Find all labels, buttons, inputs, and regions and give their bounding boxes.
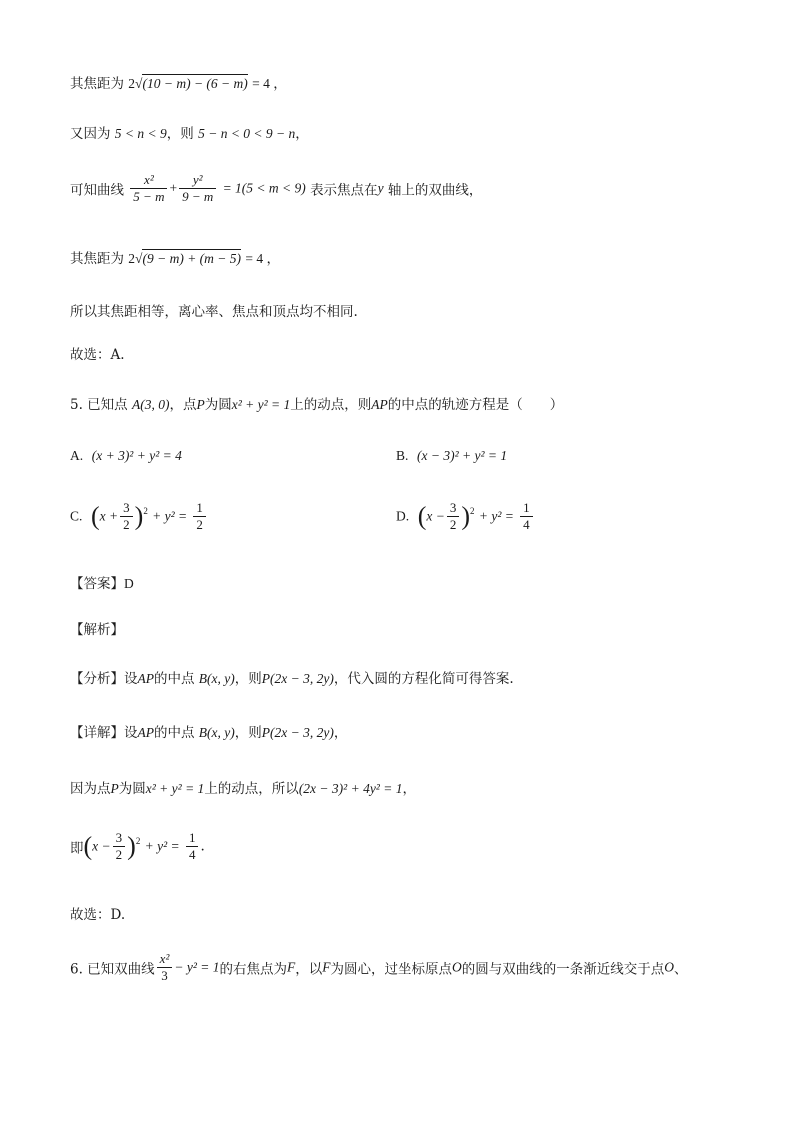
text: 6. 已知双曲线 xyxy=(70,961,155,978)
math: 2 xyxy=(128,251,136,266)
conclusion-line: 所以其焦距相等，离心率、焦点和顶点均不相同. xyxy=(70,304,358,320)
option-label: D. xyxy=(396,508,410,524)
math: = 1(5 < m < 9) xyxy=(222,180,306,196)
text: ，点 xyxy=(169,397,197,413)
text: 上的动点，所以 xyxy=(204,781,299,797)
text: 的圆与双曲线的一条渐近线交于点 xyxy=(461,961,665,978)
exponent: 2 xyxy=(135,836,141,846)
numerator: 3 xyxy=(113,830,126,847)
math: x + xyxy=(99,508,119,524)
paren: ) xyxy=(134,501,144,531)
text: ， xyxy=(402,781,416,797)
text: 为圆 xyxy=(118,781,146,797)
math: P(2x − 3, 2y) xyxy=(261,671,334,686)
math: AP xyxy=(137,671,154,686)
fraction xyxy=(130,172,167,205)
text: ， xyxy=(333,725,348,741)
math: 5 < n < 9 xyxy=(114,126,167,141)
math: P xyxy=(196,397,205,412)
text: 为圆 xyxy=(204,397,232,413)
text: ，则 xyxy=(234,671,262,687)
math: = 4 ， xyxy=(245,251,280,266)
question-5 xyxy=(70,393,563,413)
math: + y² = xyxy=(478,508,514,524)
math: (10 − m) − (6 − m) xyxy=(142,76,248,91)
condition-line xyxy=(70,122,309,142)
option-math: (x − 3)² + y² = 1 xyxy=(416,448,508,463)
text: ，则 xyxy=(234,725,262,741)
section-tag: 【分析】 xyxy=(70,671,124,687)
math: x − xyxy=(426,508,445,524)
numerator: 1 xyxy=(520,500,533,517)
analysis-heading: 【解析】 xyxy=(70,622,124,638)
text: ，则 xyxy=(166,126,194,142)
text: 、 xyxy=(673,961,688,978)
fraction xyxy=(157,951,173,984)
text: 的右焦点为 xyxy=(219,961,287,978)
math: O xyxy=(664,959,674,975)
denominator: 5 − m xyxy=(133,189,165,204)
denominator: 9 − m xyxy=(182,189,214,204)
option-d[interactable] xyxy=(396,500,535,533)
paren: ) xyxy=(461,501,471,531)
fraction xyxy=(186,830,199,863)
text: 因为点 xyxy=(70,781,111,797)
text: . xyxy=(200,838,205,855)
math: (2x − 3)² + 4y² = 1 xyxy=(298,781,403,796)
answer-tag: 【答案】 xyxy=(70,576,124,592)
denominator: 2 xyxy=(115,847,123,862)
math: AP xyxy=(371,397,388,412)
numerator: 1 xyxy=(186,830,199,847)
focal-distance-line-2 xyxy=(70,247,280,267)
exponent: 2 xyxy=(143,506,148,516)
math: 5 − n < 0 < 9 − n xyxy=(198,126,296,141)
math: P(2x − 3, 2y) xyxy=(261,725,334,740)
math: F xyxy=(286,959,296,975)
paren: ) xyxy=(127,831,136,861)
text: 即 xyxy=(70,840,84,857)
denominator: 4 xyxy=(188,847,196,862)
math: P xyxy=(110,781,119,796)
text: 表示焦点在 xyxy=(310,182,378,199)
numerator: 3 xyxy=(120,500,133,517)
curve-line xyxy=(70,172,482,205)
text: ，代入圆的方程化简可得答案. xyxy=(333,671,514,687)
text: ，以 xyxy=(295,961,323,978)
math: x − xyxy=(92,838,111,854)
text: 设 xyxy=(124,671,138,687)
fraction xyxy=(520,500,533,533)
math: 2 xyxy=(128,76,136,91)
math: O xyxy=(451,959,462,975)
math: x² + y² = 1 xyxy=(145,781,205,796)
denominator: 3 xyxy=(161,968,168,983)
text: 设 xyxy=(124,725,138,741)
denominator: 4 xyxy=(523,517,530,532)
option-label: B. xyxy=(396,448,409,463)
fraction xyxy=(193,500,206,533)
math: y xyxy=(377,180,384,196)
numerator: x² xyxy=(130,172,167,189)
denominator: 2 xyxy=(123,517,130,532)
fraction xyxy=(179,172,216,205)
fraction xyxy=(120,500,133,533)
reasoning-line xyxy=(70,777,416,797)
analysis-summary xyxy=(70,667,514,687)
numerator: x² xyxy=(157,951,173,968)
paren: ( xyxy=(90,501,100,531)
math: B(x, y) xyxy=(198,671,235,686)
plus: + xyxy=(169,180,178,196)
text: 轴上的双曲线， xyxy=(387,182,483,199)
option-math: (x + 3)² + y² = 4 xyxy=(91,448,182,463)
paren: ( xyxy=(83,831,93,861)
result-line xyxy=(70,830,205,863)
numerator: 3 xyxy=(447,500,460,517)
math: + y² = xyxy=(144,838,180,854)
numerator: y² xyxy=(179,172,216,189)
paren: ( xyxy=(417,501,427,531)
text: 的中点 xyxy=(154,671,195,687)
text: 的中点的轨迹方程是（ ） xyxy=(387,397,564,413)
text: ， xyxy=(295,126,309,142)
fraction xyxy=(113,830,126,863)
text: 的中点 xyxy=(154,725,195,741)
text: 其焦距为 xyxy=(70,76,124,92)
text: 其焦距为 xyxy=(70,251,124,267)
math: − y² = 1 xyxy=(174,959,220,975)
option-label: A. xyxy=(70,448,84,463)
math: + y² = xyxy=(152,508,188,524)
numerator: 1 xyxy=(193,500,206,517)
option-label: C. xyxy=(70,508,83,524)
detailed-solution xyxy=(70,721,347,741)
text: 为圆心，过坐标原点 xyxy=(330,961,452,978)
math: AP xyxy=(137,725,154,740)
math: B(x, y) xyxy=(198,725,235,740)
denominator: 2 xyxy=(449,517,457,532)
exponent: 2 xyxy=(470,506,475,516)
text: 又因为 xyxy=(70,126,111,142)
math: F xyxy=(322,959,331,975)
sqrt-sign: √ xyxy=(135,76,143,91)
sqrt-sign: √ xyxy=(135,251,143,266)
math: A(3, 0) xyxy=(131,397,170,412)
text: 上的动点，则 xyxy=(290,397,372,413)
option-a[interactable] xyxy=(70,448,182,464)
option-c[interactable] xyxy=(70,500,208,533)
option-b[interactable] xyxy=(396,448,507,464)
question-6 xyxy=(70,951,687,984)
text: 5. 已知点 xyxy=(70,397,128,413)
math: (9 − m) + (m − 5) xyxy=(142,251,242,266)
answer-choice-line: 故选：A. xyxy=(70,347,125,363)
section-tag: 【详解】 xyxy=(70,725,124,741)
final-choice-line: 故选：D. xyxy=(70,907,126,923)
math: x² + y² = 1 xyxy=(231,397,291,412)
denominator: 2 xyxy=(196,517,203,532)
focal-distance-line-1 xyxy=(70,72,287,92)
answer-value: D xyxy=(124,576,134,591)
text: 可知曲线 xyxy=(70,182,124,199)
answer-line xyxy=(70,572,134,592)
fraction xyxy=(447,500,460,533)
math: = 4 ， xyxy=(252,76,287,91)
